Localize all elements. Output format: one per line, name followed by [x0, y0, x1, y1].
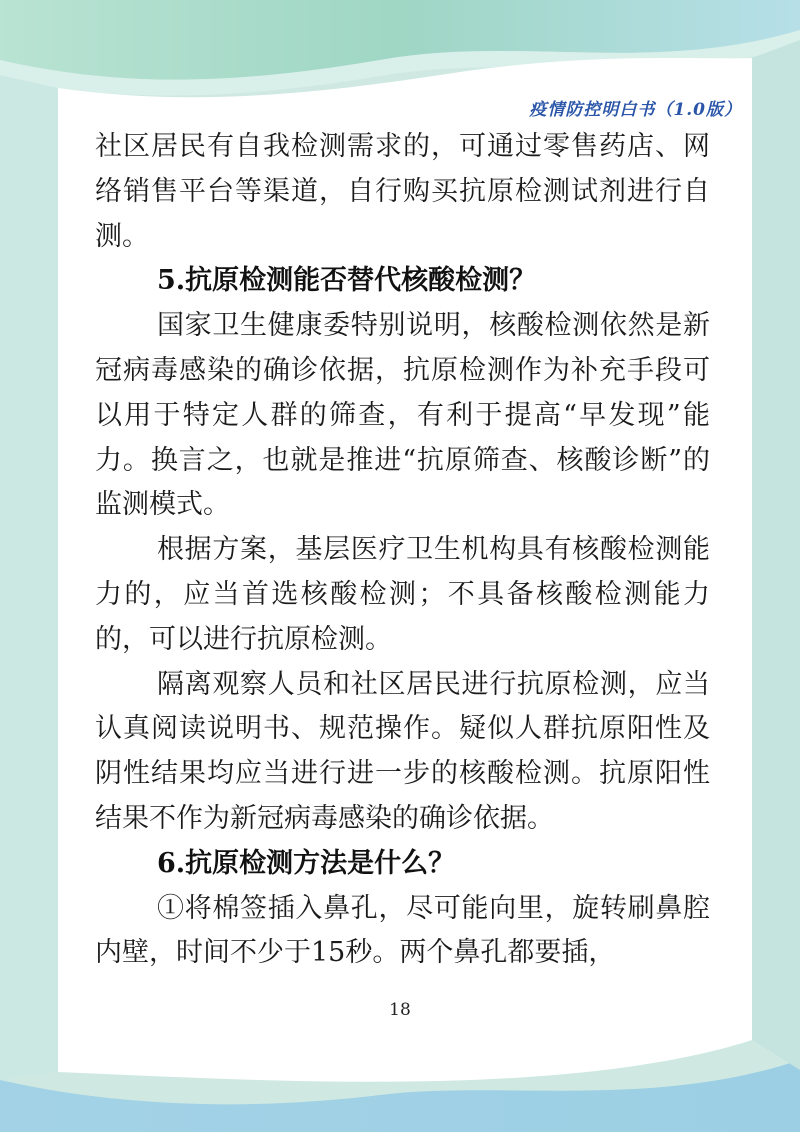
paragraph-5-2: 根据方案，基层医疗卫生机构具有核酸检测能力的，应当首选核酸检测；不具备核酸检测能力的，可以进行抗原检测。 — [95, 534, 710, 655]
page-number: 18 — [389, 1000, 411, 1020]
document-body — [95, 125, 710, 976]
section-heading-5: 5.抗原检测能否替代核酸检测？ — [157, 265, 537, 297]
section-heading-6: 6.抗原检测方法是什么？ — [157, 847, 456, 879]
paragraph-6-1: ①将棉签插入鼻孔，尽可能向里，旋转刷鼻腔内壁，时间不少于15秒。两个鼻孔都要插， — [95, 892, 710, 969]
paragraph-5-3: 隔离观察人员和社区居民进行抗原检测，应当认真阅读说明书、规范操作。疑似人群抗原阳性及阴性结果均应当进行进一步的核酸检测。抗原阳性结果不作为新冠病毒感染的确诊依据。 — [95, 668, 710, 834]
paragraph-intro: 社区居民有自我检测需求的，可通过零售药店、网络销售平台等渠道，自行购买抗原检测试剂进行自测。 — [95, 131, 710, 252]
running-header-title: 疫情防控明白书（1.0版） — [529, 100, 742, 120]
paragraph-5-1: 国家卫生健康委特别说明，核酸检测依然是新冠病毒感染的确诊依据，抗原检测作为补充手段可以用于特定人群的筛查，有利于提高“早发现”能力。换言之，也就是推进“抗原筛查、核酸诊断”的监测模式。 — [95, 310, 710, 521]
